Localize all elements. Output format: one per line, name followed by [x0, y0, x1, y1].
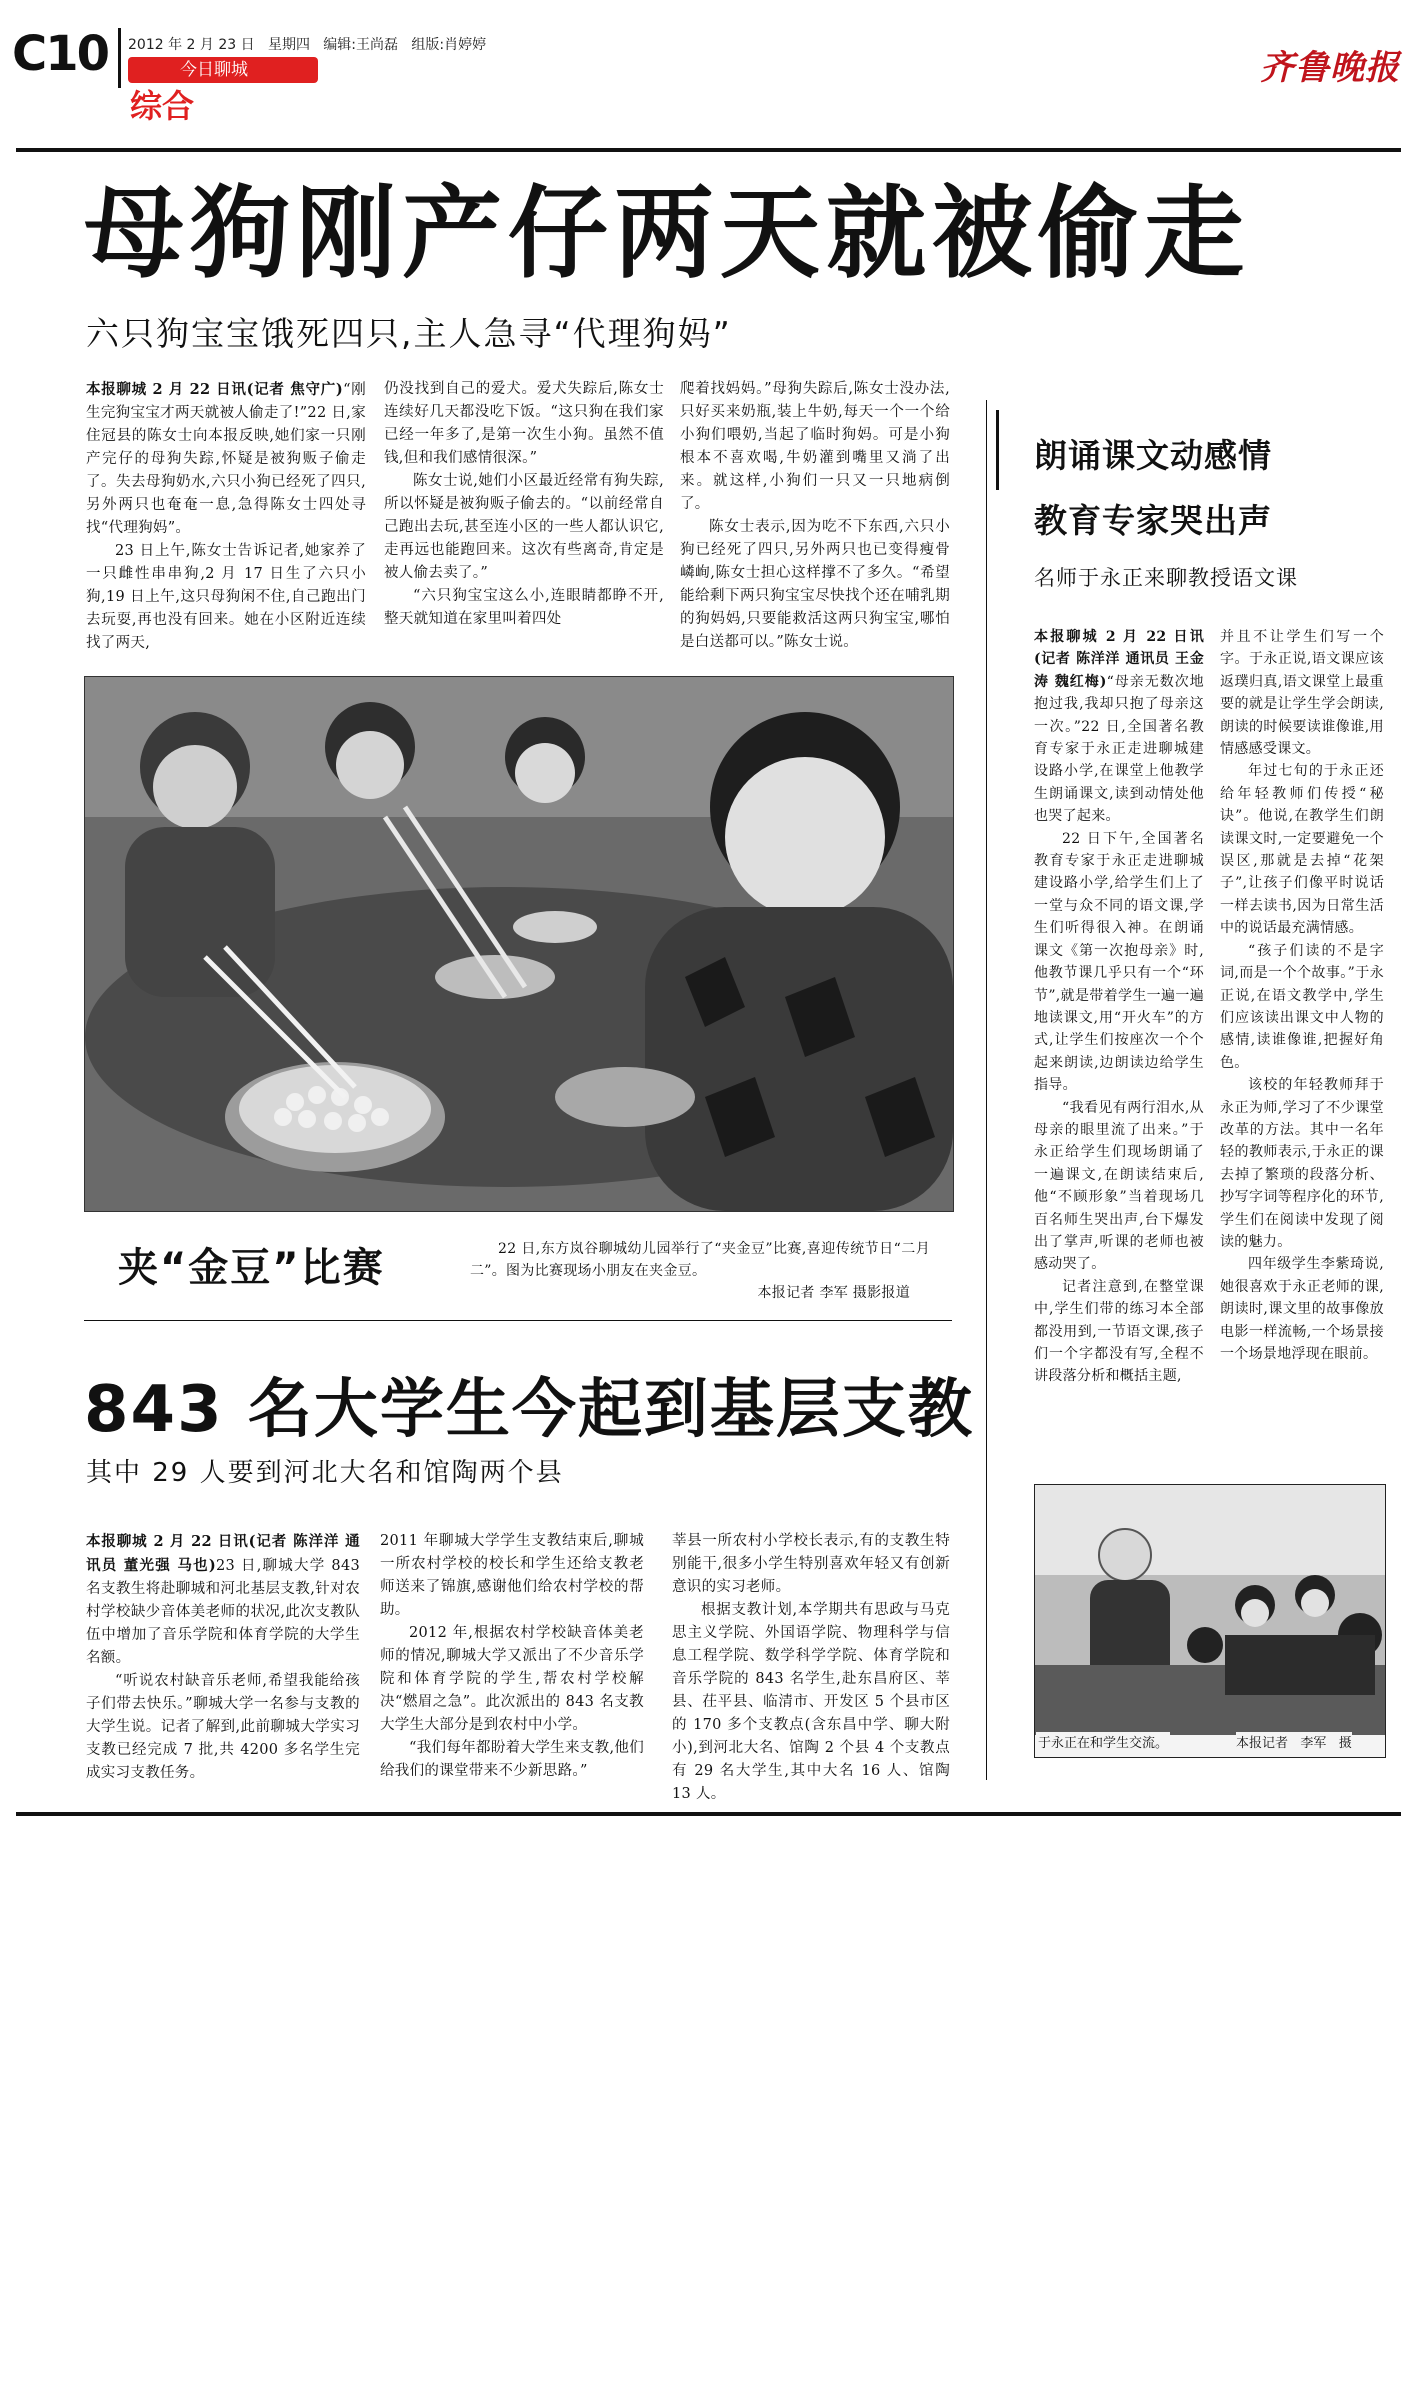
main-byline: 本报聊城 2 月 22 日讯(记者 焦守广): [86, 381, 344, 398]
teacher-photo-credit: 本报记者 李军 摄: [1236, 1732, 1352, 1751]
teacher-photo: [1034, 1484, 1386, 1758]
section-name: 综合: [130, 87, 195, 125]
main-story-column-1: 本报聊城 2 月 22 日讯(记者 焦守广)“刚生完狗宝宝才两天就被人偷走了!”22 日,家住冠县的陈女士向本报反映,她们家一只刚产完仔的母狗失踪,怀疑是被狗贩子偷走了。失去母狗奶水,六只小狗已经死了四只,另外两只也奄奄一息,急得陈女士四处寻找“代理狗妈”。 23 日上午,陈女士告诉记者,她家养了一只雌性串串狗,2 月 17 日生了六只小狗,19 日上午,这只母狗闲不住,自己跑出门去玩耍,再也没有回来。她在小区附近连续找了两天,: [86, 381, 367, 651]
teacher-photo-caption: 于永正在和学生交流。: [1036, 1732, 1170, 1751]
second-headline: 843 名大学生今起到基层支教: [84, 1373, 974, 1447]
side-divider: [986, 400, 987, 1780]
page-number: C10: [12, 26, 109, 82]
second-story-column-1: 本报聊城 2 月 22 日讯(记者 陈洋洋 通讯员 董光强 马也)23 日,聊城大学 843 名支教生将赴聊城和河北基层支教,针对农村学校缺少音体美老师的状况,此次支教队伍中增加了音乐学院和体育学院的大学生名额。 “听说农村缺音乐老师,希望我能给孩子们带去快乐。”聊城大学一名参与支教的大学生说。记者了解到,此前聊城大学实习支教已经完成 7 批,共 4200 多名学生完成实习支教任务。: [86, 1533, 360, 1781]
photo-feature-caption: 22 日,东方岚谷聊城幼儿园举行了“夹金豆”比赛,喜迎传统节日“二月二”。图为比赛现场小朋友在夹金豆。 本报记者 李军 摄影报道: [470, 1238, 930, 1304]
children-photo: [84, 676, 954, 1212]
side-accent-bar: [996, 410, 999, 490]
masthead-logo: 齐鲁晚报: [1260, 48, 1400, 88]
header-divider: [118, 28, 121, 88]
main-subheadline: 六只狗宝宝饿死四只,主人急寻“代理狗妈”: [86, 314, 732, 353]
section-tag: 今日聊城: [128, 57, 318, 83]
photo-feature-title: 夹“金豆”比赛: [118, 1245, 385, 1291]
side-byline: 本报聊城 2 月 22 日讯(记者 陈洋洋 通讯员 王金涛 魏红梅): [1034, 629, 1204, 690]
side-headline-line-2: 教育专家哭出声: [1034, 501, 1272, 540]
side-story-column-1: 本报聊城 2 月 22 日讯(记者 陈洋洋 通讯员 王金涛 魏红梅)“母亲无数次地抱过我,我却只抱了母亲这一次。”22 日,全国著名教育专家于永正走进聊城建设路小学,在课堂上他教学生朗诵课文,读到动情处他也哭了起来。 22 日下午,全国著名教育专家于永正走进聊城建设路小学,给学生们上了一堂与众不同的语文课,学生们听得很入神。在朗诵课文《第一次抱母亲》时,他教节课几乎只有一个“环节”,就是带着学生一遍一遍地读课文,用“开火车”的方式,让学生们按座次一个个起来朗读,边朗读边给学生指导。 “我看见有两行泪水,从母亲的眼里流了出来。”于永正给学生们现场朗诵了一遍课文,在朗读结束后,他“不顾形象”当着现场几百名师生哭出声,台下爆发出了掌声,听课的老师也被感动哭了。 记者注意到,在整堂课中,学生们带的练习本全部都没用到,一节语文课,孩子们一个字都没有写,全程不讲段落分析和概括主题,: [1034, 629, 1204, 1385]
feature-divider: [84, 1320, 952, 1321]
children-photo-illustration: [85, 677, 953, 1211]
main-story-column-2: 仍没找到自己的爱犬。爱犬失踪后,陈女士连续好几天都没吃下饭。“这只狗在我们家已经一年多了,是第一次生小狗。虽然不值钱,但和我们感情很深。” 陈女士说,她们小区最近经常有狗失踪,所以怀疑是被狗贩子偷去的。“以前经常自己跑出去玩,甚至连小区的一些人都认识它,走再远也能跑回来。这次有些离奇,肯定是被人偷去卖了。” “六只狗宝宝这么小,连眼睛都睁不开,整天就知道在家里叫着四处: [384, 381, 664, 627]
second-story-column-3: 莘县一所农村小学校长表示,有的支教生特别能干,很多小学生特别喜欢年轻又有创新意识的实习老师。 根据支教计划,本学期共有思政与马克思主义学院、外国语学院、物理科学与信息工程学院、数学科学学院、体育学院和音乐学院的 843 名学生,赴东昌府区、莘县、茌平县、临清市、开发区 5 个县市区的 170 多个支教点(含东昌中学、聊大附小),到河北大名、馆陶 2 个县 4 个支教点有 29 名大学生,其中大名 16 人、馆陶 13 人。: [672, 1533, 950, 1802]
second-byline: 本报聊城 2 月 22 日讯(记者 陈洋洋 通讯员 董光强 马也): [86, 1533, 360, 1574]
main-story-column-3: 爬着找妈妈。”母狗失踪后,陈女士没办法,只好买来奶瓶,装上牛奶,每天一个一个给小狗们喂奶,当起了临时狗妈。可是小狗根本不喜欢喝,牛奶灌到嘴里又淌了出来。就这样,小狗们一只又一只地病倒了。 陈女士表示,因为吃不下东西,六只小狗已经死了四只,另外两只也已变得瘦骨嶙峋,陈女士担心这样撑不了多久。“希望能给剩下两只狗宝宝尽快找个还在哺乳期的狗妈妈,只要能救活这两只狗宝宝,哪怕是白送都可以。”陈女士说。: [680, 381, 950, 650]
date-line: 2012 年 2 月 23 日 星期四 编辑:王尚磊 组版:肖婷婷: [128, 37, 487, 53]
side-headline-line-1: 朗诵课文动感情: [1034, 436, 1272, 475]
main-headline: 母狗刚产仔两天就被偷走: [84, 175, 1250, 292]
second-subheadline: 其中 29 人要到河北大名和馆陶两个县: [86, 1458, 564, 1488]
side-story-column-2: 并且不让学生们写一个字。于永正说,语文课应该返璞归真,语文课堂上最重要的就是让学生学会朗读,朗读的时候要读谁像谁,用情感感受课文。 年过七旬的于永正还给年轻教师们传授“秘诀”。他说,在教学生们朗读课文时,一定要避免一个误区,那就是去掉“花架子”,让孩子们像平时说话一样去读书,因为日常生活中的说话最充满情感。 “孩子们读的不是字词,而是一个个故事。”于永正说,在语文教学中,学生们应该读出课文中人物的感情,读谁像谁,把握好角色。 该校的年轻教师拜于永正为师,学习了不少课堂改革的方法。其中一名年轻的教师表示,于永正的课去掉了繁琐的段落分析、抄写字词等程序化的环节,学生们在阅读中发现了阅读的魅力。 四年级学生李紫琦说,她很喜欢于永正老师的课,朗读时,课文里的故事像放电影一样流畅,一个场景接一个场景地浮现在眼前。: [1220, 629, 1384, 1362]
photo-feature-credit: 本报记者 李军 摄影报道: [757, 1285, 910, 1301]
side-subheadline: 名师于永正来聊教授语文课: [1034, 566, 1298, 590]
teacher-photo-illustration: [1035, 1485, 1385, 1757]
second-story-column-2: 2011 年聊城大学学生支教结束后,聊城一所农村学校的校长和学生还给支教老师送来了锦旗,感谢他们给农村学校的帮助。 2012 年,根据农村学校缺音体美老师的情况,聊城大学又派出了不少音乐学院和体育学院的学生,帮农村学校解决“燃眉之急”。此次派出的 843 名支教大学生大部分是到农村中小学。 “我们每年都盼着大学生来支教,他们给我们的课堂带来不少新思路。”: [380, 1533, 644, 1779]
